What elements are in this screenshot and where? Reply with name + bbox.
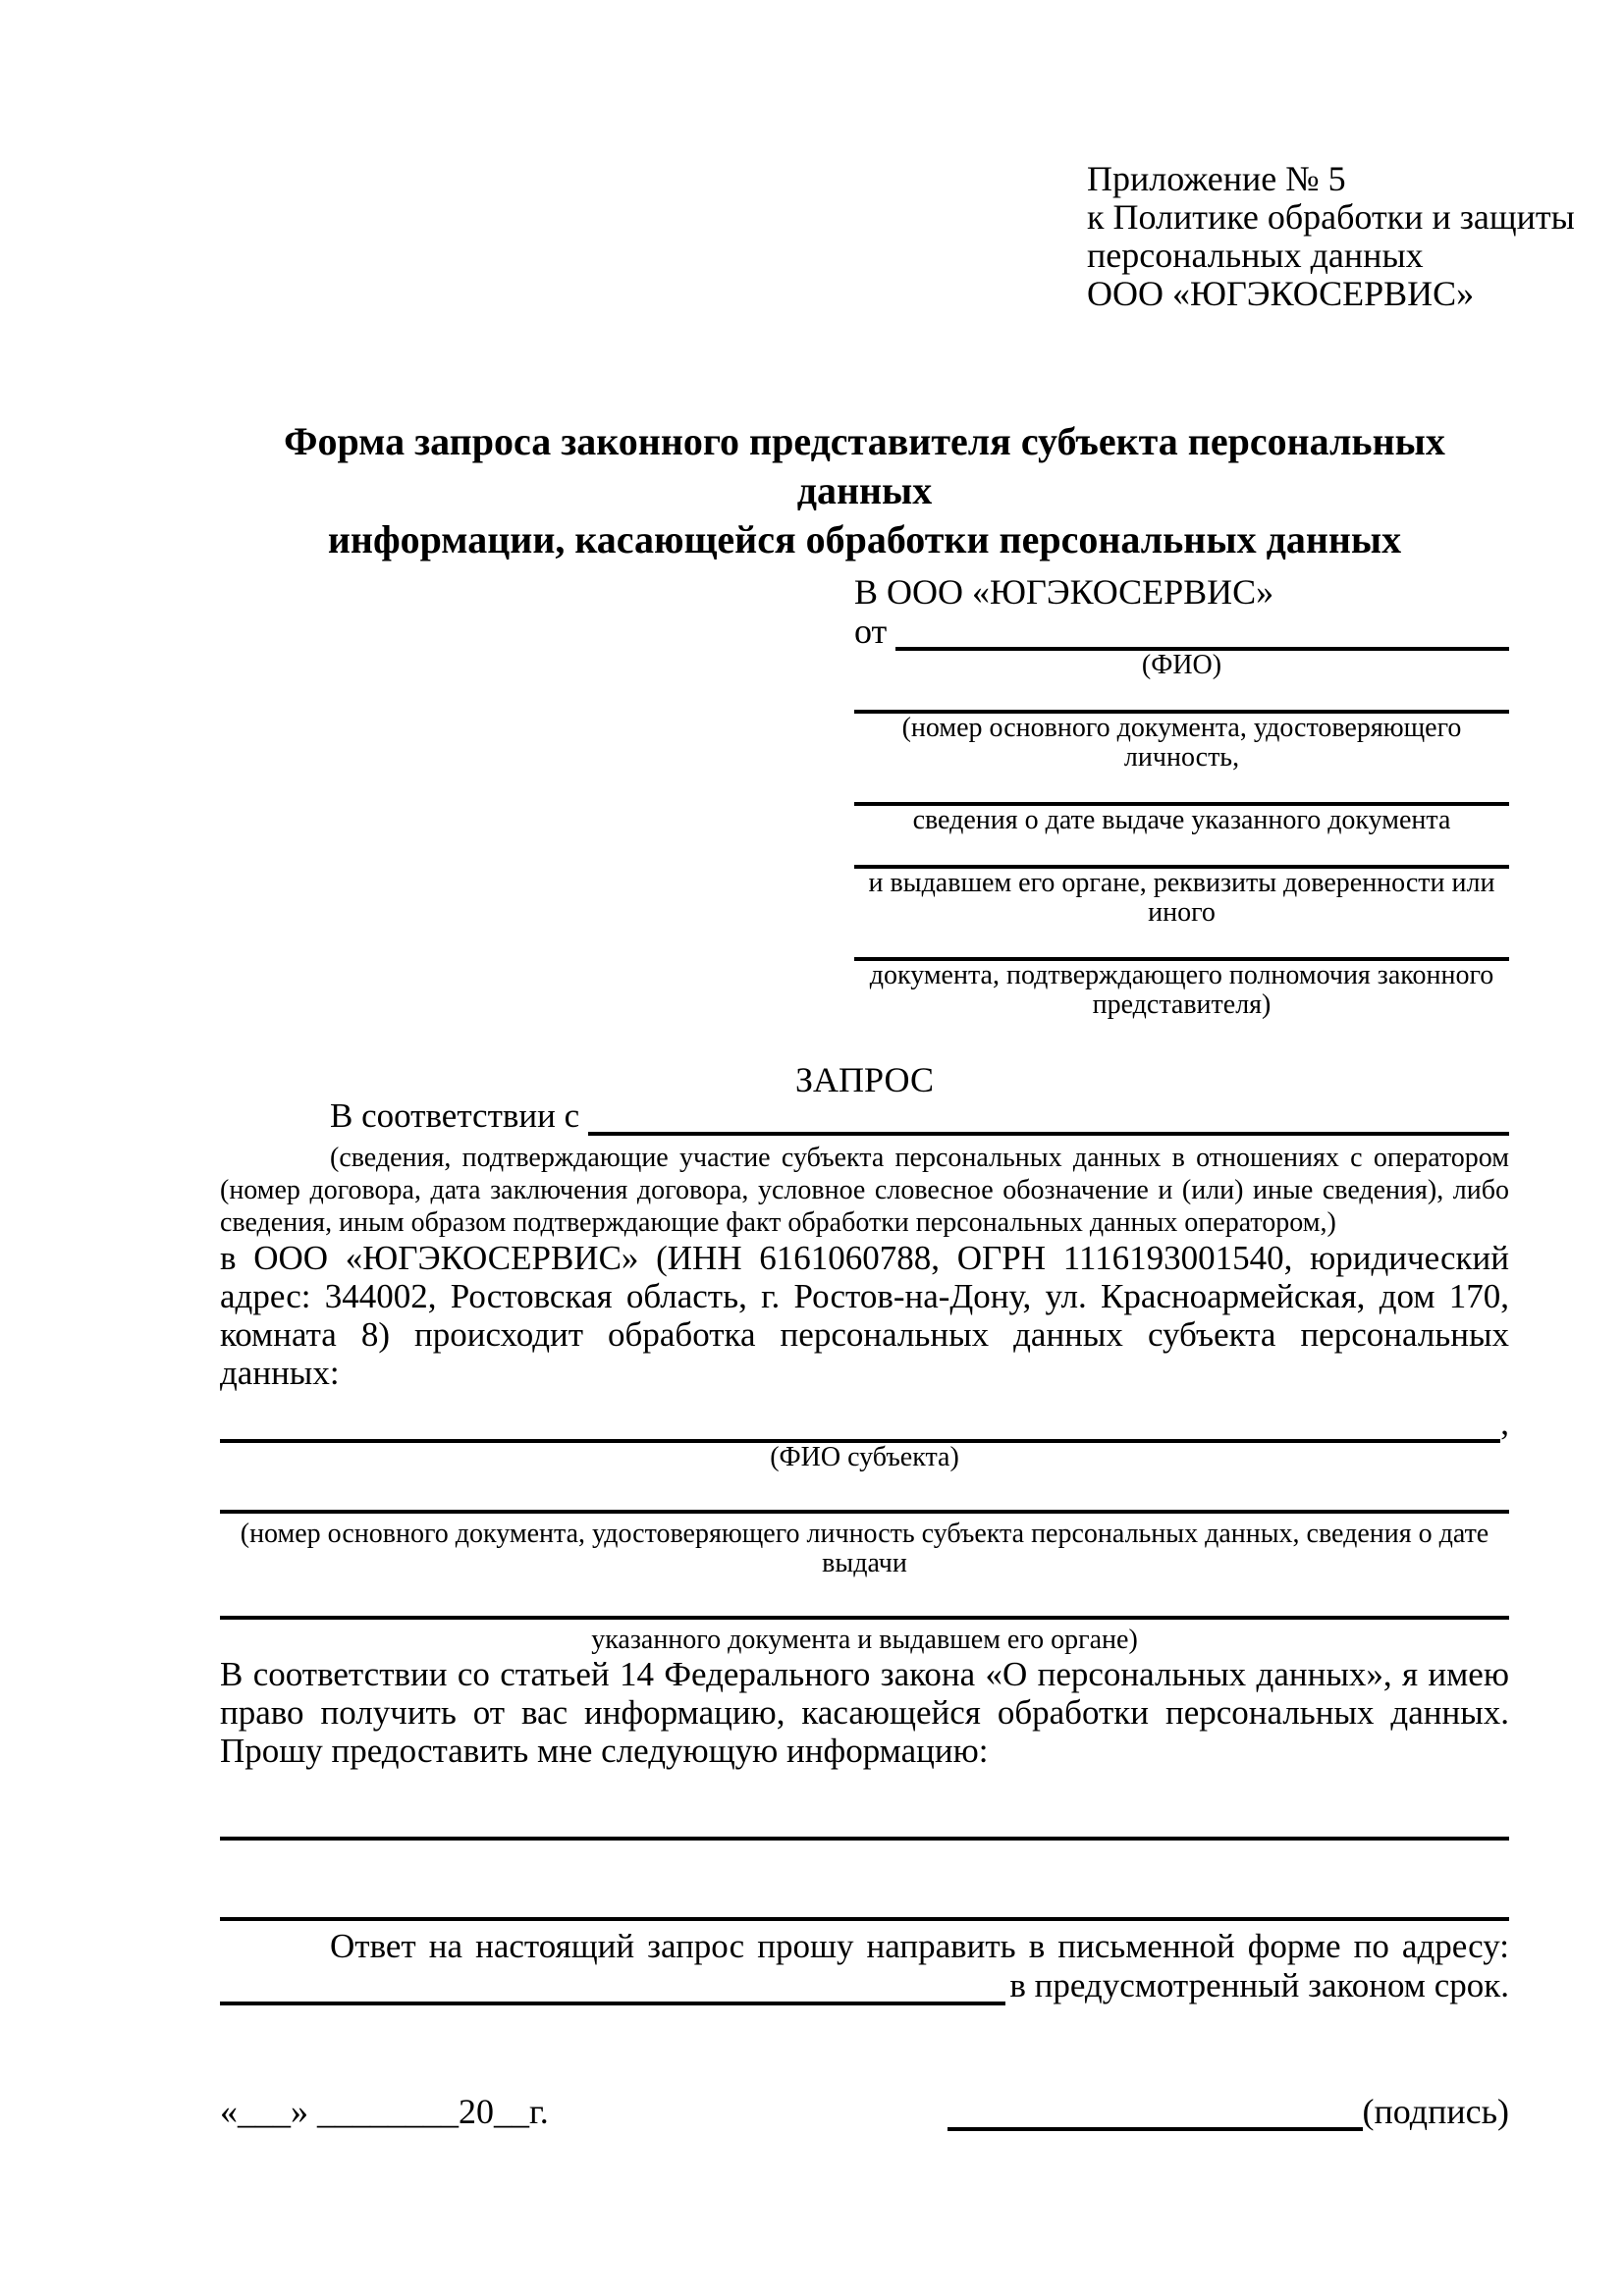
operator-paragraph: в ООО «ЮГЭКОСЕРВИС» (ИНН 6161060788, ОГРН 1116193001540, юридический адрес: 344002, Ростовская область, г. Ростов-на-Дону, ул. Красноармейская, дом 170, комната 8) происходит обработка персональных данных субъекта персональных данных: <box>220 1239 1509 1392</box>
representative-doc-field-2 <box>854 773 1509 806</box>
appendix-line: Приложение № 5 <box>1087 159 1346 198</box>
signature-row <box>220 2092 1509 2131</box>
basis-row <box>220 1096 1509 1136</box>
fio-caption: (ФИО) <box>1141 650 1222 680</box>
date-field: «___» ________20__г. <box>220 2092 549 2131</box>
requested-info-field-1 <box>220 1811 1509 1841</box>
from-row <box>854 612 1509 651</box>
basis-field <box>588 1132 1509 1136</box>
answer-suffix: в предусмотренный законом срок. <box>1009 1966 1509 2004</box>
doc-caption-2: сведения о дате выдаче указанного документа <box>912 805 1451 835</box>
request-heading: ЗАПРОС <box>795 1060 934 1099</box>
recipient-line: В ООО «ЮГЭКОСЕРВИС» <box>854 572 1274 612</box>
basis-label: В соответствии с <box>330 1096 588 1135</box>
subject-doc-field-1 <box>220 1484 1509 1514</box>
representative-doc-field-1 <box>854 680 1509 714</box>
appendix-note <box>1087 159 1575 313</box>
law-paragraph: В соответствии со статьей 14 Федерального закона «О персональных данных», я имею право получить от вас информацию, касающейся обработки персональных данных. Прошу предоставить мне следующую информацию: <box>220 1655 1509 1770</box>
appendix-line: ООО «ЮГЭКОСЕРВИС» <box>1087 274 1475 313</box>
representative-doc-field-4 <box>854 928 1509 961</box>
form-title <box>220 417 1509 564</box>
requested-info-field-2 <box>220 1892 1509 1921</box>
signature-group <box>947 2092 1509 2131</box>
representative-doc-field-3 <box>854 835 1509 869</box>
signature-line <box>947 2098 1363 2131</box>
form-title-line-2: информации, касающейся обработки персональных данных <box>327 517 1402 561</box>
doc-caption-3: и выдавшем его органе, реквизиты доверенности или иного <box>868 868 1495 928</box>
answer-paragraph: Ответ на настоящий запрос прошу направить в письменной форме по адресу: <box>330 1927 1509 1965</box>
request-section <box>220 1059 1509 2005</box>
appendix-line: персональных данных <box>1087 236 1424 275</box>
doc-caption-1: (номер основного документа, удостоверяющего личность, <box>901 713 1462 773</box>
subject-fio-row <box>220 1404 1509 1443</box>
basis-note: (сведения, подтверждающие участие субъекта персональных данных в отношениях с оператором (номер договора, дата заключения договора, условное словесное обозначение и (или) иные сведения), либо сведения, иным образом подтверждающие факт обработки персональных данных оператором,) <box>220 1143 1509 1238</box>
from-label: от <box>854 612 896 651</box>
subject-doc-field-2 <box>220 1590 1509 1620</box>
form-title-line-1: Форма запроса законного представителя субъекта персональных данных <box>284 419 1445 512</box>
answer-address-field <box>220 2002 1005 2005</box>
signature-caption: (подпись) <box>1362 2092 1509 2131</box>
subject-doc-caption-1: (номер основного документа, удостоверяющего личность субъекта персональных данных, сведения о дате выдачи <box>240 1519 1489 1578</box>
addressee-block <box>854 572 1509 1020</box>
subject-doc-caption-2: указанного документа и выдавшем его органе) <box>591 1625 1138 1655</box>
doc-caption-4: документа, подтверждающего полномочия законного представителя) <box>869 960 1494 1020</box>
answer-row <box>220 1966 1509 2005</box>
trailing-comma: , <box>1500 1404 1509 1442</box>
subject-fio-caption: (ФИО субъекта) <box>770 1442 959 1472</box>
appendix-line: к Политике обработки и защиты <box>1087 197 1575 237</box>
